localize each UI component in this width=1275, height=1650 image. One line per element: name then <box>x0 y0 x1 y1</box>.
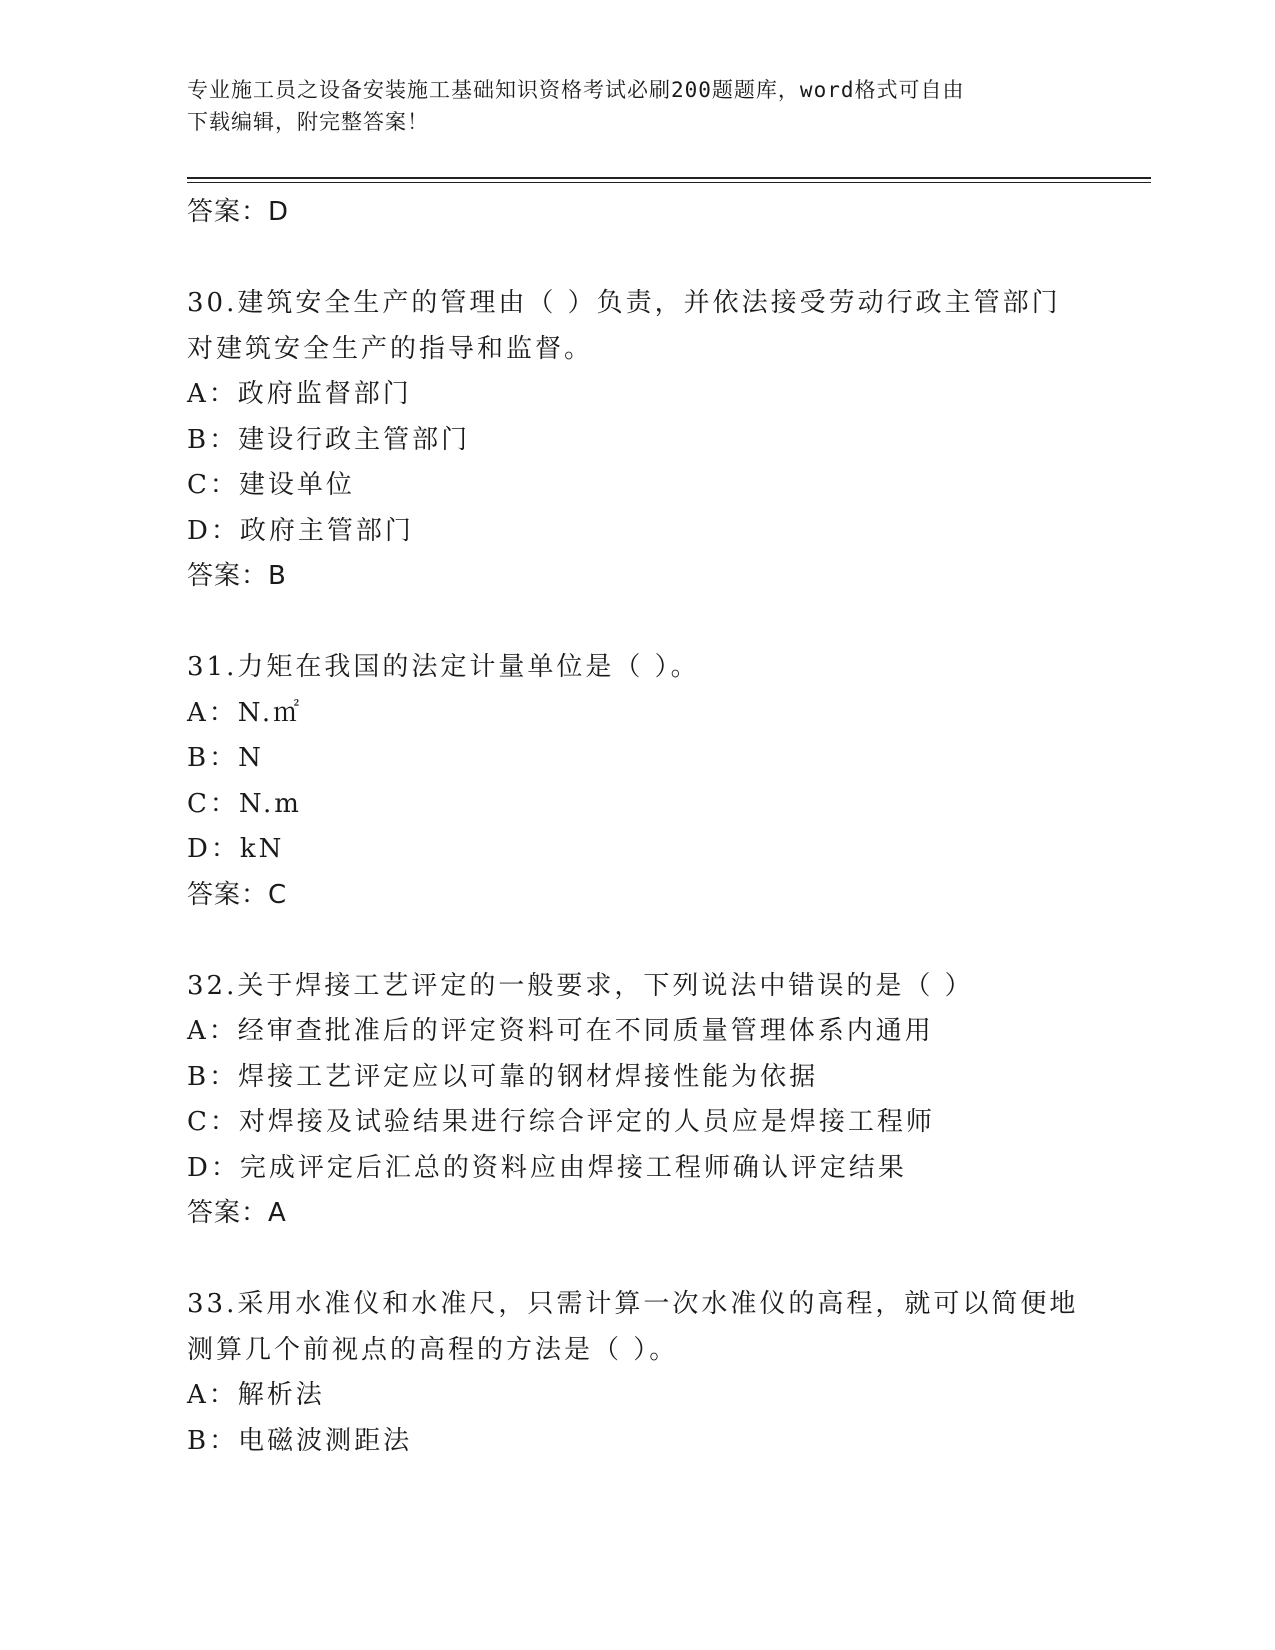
option-d: D：完成评定后汇总的资料应由焊接工程师确认评定结果 <box>187 1152 907 1183</box>
spacer <box>187 1237 1087 1283</box>
question-33 <box>187 1282 1087 1464</box>
option-b: B：电磁波测距法 <box>187 1425 413 1456</box>
option-c: C：建设单位 <box>187 470 355 500</box>
option-d: D：kN <box>187 834 285 864</box>
option-b: B：建设行政主管部门 <box>187 424 471 455</box>
spacer <box>187 918 1087 964</box>
question-30 <box>187 281 1087 600</box>
option-a: A：解析法 <box>187 1380 325 1410</box>
option-c: C：N.m <box>187 788 302 819</box>
header-divider-thick <box>187 177 1151 179</box>
option-b: B：焊接工艺评定应以可靠的钢材焊接性能为依据 <box>187 1061 819 1092</box>
question-stem-cont: 测算几个前视点的高程的方法是（ ）。 <box>187 1334 679 1365</box>
option-a: A：N.㎡ <box>187 697 303 728</box>
question-31 <box>187 645 1087 918</box>
question-stem: 32.关于焊接工艺评定的一般要求，下列说法中错误的是（ ） <box>187 970 974 1001</box>
question-stem: 30.建筑安全生产的管理由（ ）负责，并依法接受劳动行政主管部门 <box>187 288 1061 318</box>
question-32 <box>187 964 1087 1237</box>
document-header <box>187 74 1067 138</box>
option-c: C：对焊接及试验结果进行综合评定的人员应是焊接工程师 <box>187 1107 935 1137</box>
option-b: B：N <box>187 743 264 773</box>
question-list <box>187 190 1087 1464</box>
answer-line: 答案：C <box>187 879 288 910</box>
option-a: A：经审查批准后的评定资料可在不同质量管理体系内通用 <box>187 1016 934 1046</box>
question-stem: 31.力矩在我国的法定计量单位是（ ）。 <box>187 652 700 682</box>
header-divider-thin <box>187 182 1151 183</box>
answer-line: 答案：D <box>187 197 290 227</box>
spacer <box>187 236 1087 282</box>
header-line-2: 下载编辑，附完整答案！ <box>187 110 429 134</box>
question-stem: 33.采用水准仪和水准尺，只需计算一次水准仪的高程，就可以简便地 <box>187 1289 1079 1319</box>
spacer <box>187 600 1087 646</box>
header-line-1: 专业施工员之设备安装施工基础知识资格考试必刷200题题库，word格式可自由 <box>187 78 965 102</box>
option-d: D：政府主管部门 <box>187 515 414 546</box>
option-a: A：政府监督部门 <box>187 379 412 409</box>
answer-line: 答案：B <box>187 561 287 591</box>
answer-line: 答案：A <box>187 1198 287 1228</box>
question-stem-cont: 对建筑安全生产的指导和监督。 <box>187 333 594 364</box>
